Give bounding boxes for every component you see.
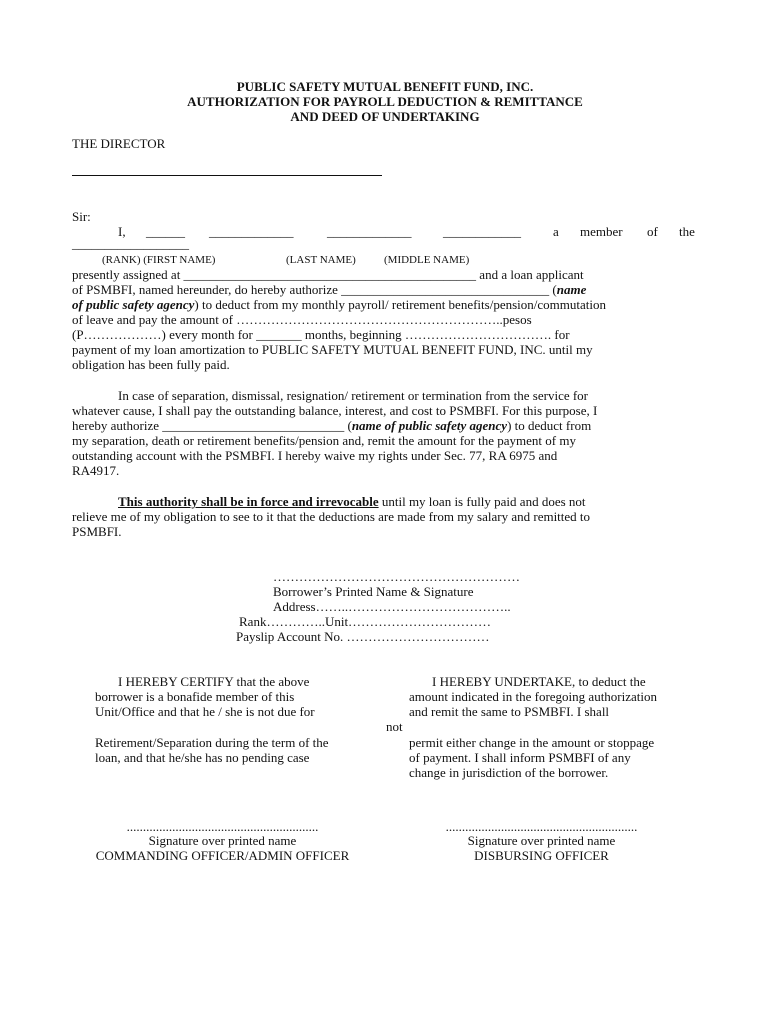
undertake-line1: I HEREBY UNDERTAKE, to deduct the [432,674,646,689]
undertake-line3: and remit the same to PSMBFI. I shall [409,704,610,719]
addressee-blank-line [72,175,382,176]
para2-line5: outstanding account with the PSMBFI. I hereby waive my rights under Sec. 77, RA 6975 and [72,448,558,463]
disbursing-officer-title: DISBURSING OFFICER [474,848,609,863]
member-line-i: I, [118,224,126,239]
header-title-line2: AUTHORIZATION FOR PAYROLL DEDUCTION & REMITTANCE [187,94,583,109]
para2-line6: RA4917. [72,463,120,478]
label-middle-name: (MIDDLE NAME) [384,254,470,266]
left-signature-line: ........................................................... [126,819,319,834]
certify-line3: Unit/Office and that he / she is not due for [95,704,315,719]
addressee: THE DIRECTOR [72,136,166,151]
borrower-signature-line: ………………………………………………… [273,569,520,584]
last-name-blank: _____________ [327,224,412,239]
undertake-line2: amount indicated in the foregoing authorization [409,689,658,704]
para3-line1: This authority shall be in force and irrevocable until my loan is fully paid and does not [118,494,586,509]
borrower-name-signature-label: Borrower’s Printed Name & Signature [273,584,474,599]
para3-line2: relieve me of my obligation to see to it that the deductions are made from my salary and remitted to [72,509,591,524]
para1-line2: of PSMBFI, named hereunder, do hereby authorize ________________________________ (name [72,282,587,297]
member-line-a: a [553,224,559,239]
left-signature-label: Signature over printed name [148,833,297,848]
para2-line3: hereby authorize ____________________________ (name of public safety agency) to deduct from [72,418,592,433]
para2-line4: my separation, death or retirement benefits/pension and, remit the amount for the payment of my [72,433,576,448]
continuation-blank: __________________ [72,236,189,251]
undertake-line6: change in jurisdiction of the borrower. [409,765,609,780]
member-line-of: of [647,224,658,239]
right-signature-line: ........................................................... [445,819,638,834]
borrower-payslip-account: Payslip Account No. …………………………… [236,629,490,644]
header-title-line3: AND DEED OF UNDERTAKING [290,109,480,124]
member-line-member: member [580,224,623,239]
para1-line4: of leave and pay the amount of ……………………………………………………..pesos [72,312,532,327]
middle-name-blank: ____________ [443,224,521,239]
label-last-name: (LAST NAME) [286,254,356,266]
para1-line6: payment of my loan amortization to PUBLIC SAFETY MUTUAL BENEFIT FUND, INC. until my [72,342,593,357]
header-title-line1: PUBLIC SAFETY MUTUAL BENEFIT FUND, INC. [236,79,534,94]
para2-line2: whatever cause, I shall pay the outstanding balance, interest, and cost to PSMBFI. For this purpose, I [72,403,598,418]
label-rank-first-name: (RANK) (FIRST NAME) [102,254,216,266]
certify-line5: loan, and that he/she has no pending case [95,750,310,765]
undertake-line5: of payment. I shall inform PSMBFI of any [409,750,631,765]
borrower-rank-unit: Rank…………..Unit…………………………… [239,614,492,629]
certify-line2: borrower is a bonafide member of this [95,689,295,704]
para3-line3: PSMBFI. [72,524,122,539]
para1-line5: (P………………) every month for _______ months, beginning ……………………………. for [72,327,570,342]
para2-line1: In case of separation, dismissal, resignation/ retirement or termination from the service for [118,388,589,403]
borrower-address: Address……..……………………………….. [273,599,511,614]
right-signature-label: Signature over printed name [467,833,616,848]
undertake-not: not [386,719,403,734]
salutation: Sir: [72,209,91,224]
certify-line4: Retirement/Separation during the term of the [95,735,329,750]
para1-line3: of public safety agency) to deduct from my monthly payroll/ retirement benefits/pension/commutation [72,297,606,312]
member-line-the: the [679,224,695,239]
certify-line1: I HEREBY CERTIFY that the above [118,674,310,689]
first-name-blank: _____________ [209,224,294,239]
para1-line7: obligation has been fully paid. [72,357,230,372]
undertake-line4: permit either change in the amount or stoppage [409,735,655,750]
rank-blank: ______ [146,224,185,239]
commanding-officer-title: COMMANDING OFFICER/ADMIN OFFICER [95,848,350,863]
para1-line1: presently assigned at _____________________________________________ and a loan applicant [72,267,584,282]
